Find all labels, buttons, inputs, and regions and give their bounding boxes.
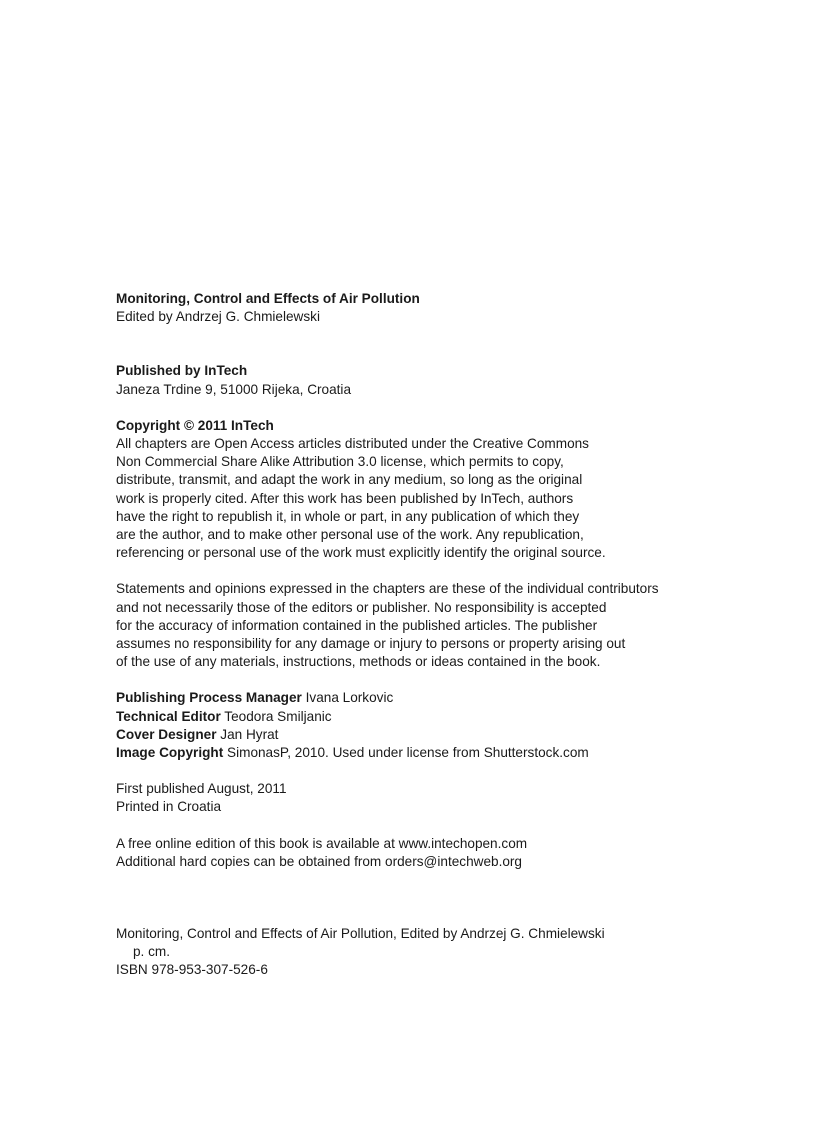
- credits-block: [116, 689, 756, 762]
- statements-line: Statements and opinions expressed in the chapters are these of the individual contributors: [116, 581, 659, 597]
- availability-block: [116, 835, 756, 871]
- copyright-line: are the author, and to make other personal use of the work. Any republication,: [116, 527, 584, 543]
- publisher-heading: Published by InTech: [116, 363, 248, 379]
- credit-role: Cover Designer: [116, 726, 217, 742]
- book-title-block: [116, 290, 756, 326]
- publisher-address: Janeza Trdine 9, 51000 Rijeka, Croatia: [116, 381, 352, 397]
- statements-line: and not necessarily those of the editors or publisher. No responsibility is accepted: [116, 599, 607, 615]
- copyright-heading: Copyright © 2011 InTech: [116, 417, 274, 433]
- statements-block: [116, 580, 756, 671]
- credit-name: Jan Hyrat: [220, 726, 279, 742]
- printed-in: Printed in Croatia: [116, 799, 222, 815]
- book-title: Monitoring, Control and Effects of Air Pollution: [116, 291, 420, 306]
- cip-block: [116, 925, 756, 980]
- hard-copies: Additional hard copies can be obtained from orders@intechweb.org: [116, 853, 522, 869]
- copyright-line: All chapters are Open Access articles distributed under the Creative Commons: [116, 436, 589, 452]
- copyright-line: have the right to republish it, in whole or part, in any publication of which they: [116, 508, 580, 524]
- cip-pages: p. cm.: [133, 944, 171, 960]
- credit-item: [116, 726, 756, 744]
- online-edition: A free online edition of this book is available at www.intechopen.com: [116, 835, 528, 851]
- copyright-page: [116, 290, 756, 980]
- credit-item: [116, 708, 756, 726]
- cip-isbn: ISBN 978-953-307-526-6: [116, 962, 268, 978]
- credit-name: SimonasP, 2010. Used under license from Shutterstock.com: [227, 745, 589, 761]
- credit-role: Publishing Process Manager: [116, 690, 302, 706]
- credit-item: [116, 744, 756, 762]
- first-published: First published August, 2011: [116, 781, 287, 797]
- copyright-line: referencing or personal use of the work must explicitly identify the original source.: [116, 545, 606, 561]
- credit-name: Teodora Smiljanic: [224, 708, 332, 724]
- statements-line: assumes no responsibility for any damage or injury to persons or property arising out: [116, 636, 626, 652]
- credit-item: [116, 689, 756, 707]
- cip-citation: Monitoring, Control and Effects of Air Pollution, Edited by Andrzej G. Chmielewski: [116, 926, 605, 942]
- statements-line: for the accuracy of information contained in the published articles. The publisher: [116, 617, 598, 633]
- copyright-block: [116, 417, 756, 563]
- printing-block: [116, 780, 756, 816]
- copyright-line: work is properly cited. After this work has been published by InTech, authors: [116, 490, 574, 506]
- credit-role: Technical Editor: [116, 708, 221, 724]
- copyright-line: Non Commercial Share Alike Attribution 3.0 license, which permits to copy,: [116, 454, 564, 470]
- publisher-block: [116, 362, 756, 398]
- credit-role: Image Copyright: [116, 745, 224, 761]
- credit-name: Ivana Lorkovic: [305, 690, 394, 706]
- statements-line: of the use of any materials, instructions, methods or ideas contained in the book.: [116, 654, 601, 670]
- book-editor: Edited by Andrzej G. Chmielewski: [116, 309, 320, 325]
- copyright-line: distribute, transmit, and adapt the work in any medium, so long as the original: [116, 472, 583, 488]
